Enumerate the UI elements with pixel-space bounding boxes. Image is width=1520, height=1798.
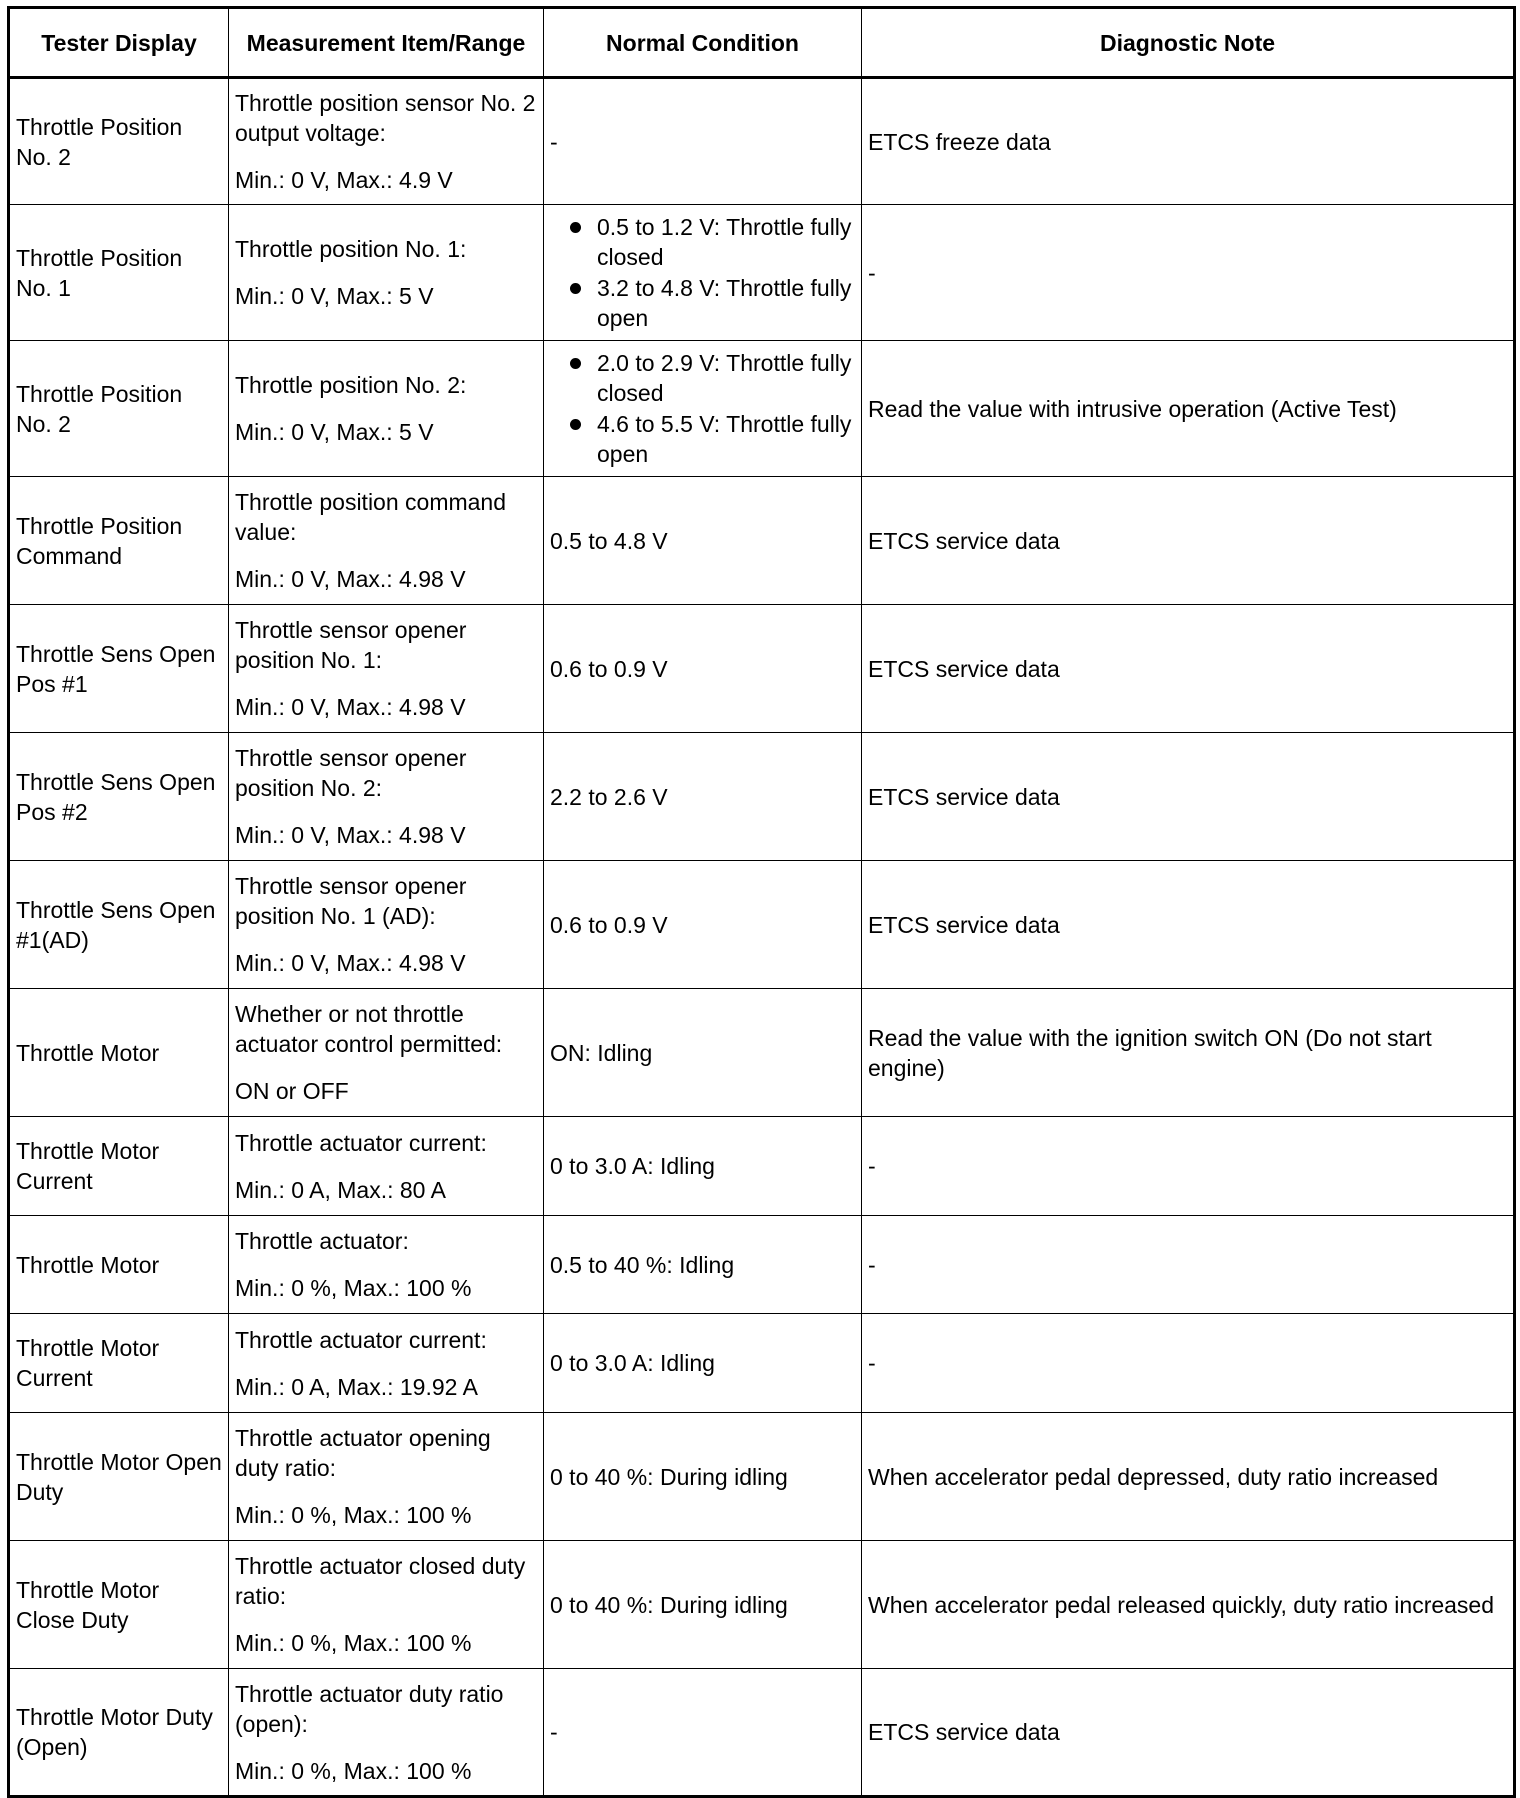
measurement-range: ON or OFF	[235, 1078, 349, 1104]
diagnostic-note-cell: When accelerator pedal released quickly, duty ratio increased	[862, 1541, 1515, 1669]
table-row	[9, 861, 1515, 989]
measurement-cell	[229, 861, 544, 989]
condition-list-item	[550, 348, 855, 408]
diagnostic-note-cell: Read the value with intrusive operation (Active Test)	[862, 341, 1515, 477]
normal-condition-cell: 0.5 to 40 %: Idling	[544, 1216, 862, 1314]
measurement-cell	[229, 1117, 544, 1216]
tester-display-cell: Throttle Motor Open Duty	[9, 1413, 229, 1541]
measurement-cell	[229, 341, 544, 477]
measurement-cell	[229, 733, 544, 861]
measurement-range: Min.: 0 %, Max.: 100 %	[235, 1502, 472, 1528]
measurement-range: Min.: 0 V, Max.: 5 V	[235, 283, 434, 309]
measurement-range: Min.: 0 V, Max.: 5 V	[235, 419, 434, 445]
condition-text: 3.2 to 4.8 V: Throttle fully open	[597, 275, 852, 331]
condition-list	[550, 348, 855, 469]
tester-display-cell: Throttle Motor	[9, 1216, 229, 1314]
measurement-cell	[229, 1541, 544, 1669]
normal-condition-cell: 0 to 3.0 A: Idling	[544, 1314, 862, 1413]
measurement-item: Throttle actuator current:	[235, 1129, 487, 1156]
table-row	[9, 341, 1515, 477]
tester-display-cell: Throttle Sens Open #1(AD)	[9, 861, 229, 989]
normal-condition-cell	[544, 341, 862, 477]
measurement-cell	[229, 1413, 544, 1541]
condition-list	[550, 212, 855, 333]
measurement-cell	[229, 205, 544, 341]
condition-list-item	[550, 273, 855, 333]
measurement-item: Throttle position No. 1:	[235, 236, 467, 262]
tester-display-cell: Throttle Position No. 2	[9, 78, 229, 205]
measurement-item: Throttle actuator:	[235, 1228, 409, 1254]
table-row	[9, 1216, 1515, 1314]
tester-display-cell: Throttle Motor	[9, 989, 229, 1117]
diagnostic-note-cell: -	[862, 1314, 1515, 1413]
measurement-cell	[229, 78, 544, 205]
diagnostic-note-cell: -	[862, 205, 1515, 341]
table-row	[9, 1117, 1515, 1216]
diagnostic-note-cell: ETCS service data	[862, 861, 1515, 989]
header-diagnostic-note: Diagnostic Note	[862, 8, 1515, 78]
normal-condition-cell: -	[544, 78, 862, 205]
table-row	[9, 1413, 1515, 1541]
measurement-range: Min.: 0 %, Max.: 100 %	[235, 1275, 472, 1301]
header-row	[9, 8, 1515, 78]
data-list-table	[7, 6, 1516, 1798]
normal-condition-cell	[544, 205, 862, 341]
measurement-item: Throttle actuator closed duty ratio:	[235, 1553, 526, 1609]
table-row	[9, 1541, 1515, 1669]
measurement-range: Min.: 0 %, Max.: 100 %	[235, 1757, 472, 1784]
diagnostic-note-cell: ETCS service data	[862, 1669, 1515, 1797]
measurement-cell	[229, 1669, 544, 1797]
condition-text: 2.0 to 2.9 V: Throttle fully closed	[597, 350, 852, 406]
tester-display-cell: Throttle Sens Open Pos #2	[9, 733, 229, 861]
condition-text: 4.6 to 5.5 V: Throttle fully open	[597, 411, 852, 467]
diagnostic-note-cell: ETCS service data	[862, 477, 1515, 605]
bullet-icon	[570, 358, 581, 369]
tester-display-cell: Throttle Motor Close Duty	[9, 1541, 229, 1669]
measurement-range: Min.: 0 V, Max.: 4.9 V	[235, 167, 453, 193]
bullet-icon	[570, 419, 581, 430]
condition-list-item	[550, 212, 855, 272]
measurement-range: Min.: 0 V, Max.: 4.98 V	[235, 950, 466, 976]
normal-condition-cell: 0.6 to 0.9 V	[544, 605, 862, 733]
condition-list-item	[550, 409, 855, 469]
measurement-item: Throttle actuator opening duty ratio:	[235, 1425, 491, 1481]
measurement-cell	[229, 989, 544, 1117]
table-row	[9, 477, 1515, 605]
diagnostic-note-cell: ETCS service data	[862, 605, 1515, 733]
measurement-item: Throttle position sensor No. 2 output voltage:	[235, 90, 536, 146]
normal-condition-cell: 0.5 to 4.8 V	[544, 477, 862, 605]
measurement-cell	[229, 1216, 544, 1314]
diagnostic-note-cell: Read the value with the ignition switch ON (Do not start engine)	[862, 989, 1515, 1117]
measurement-item: Throttle sensor opener position No. 2:	[235, 745, 467, 801]
measurement-cell	[229, 477, 544, 605]
measurement-cell	[229, 1314, 544, 1413]
measurement-range: Min.: 0 %, Max.: 100 %	[235, 1630, 472, 1656]
measurement-item: Whether or not throttle actuator control permitted:	[235, 1001, 503, 1057]
header-tester-display: Tester Display	[9, 8, 229, 78]
measurement-item: Throttle position command value:	[235, 489, 507, 545]
normal-condition-cell: 0.6 to 0.9 V	[544, 861, 862, 989]
measurement-range: Min.: 0 A, Max.: 80 A	[235, 1176, 446, 1203]
diagnostic-note-cell: When accelerator pedal depressed, duty ratio increased	[862, 1413, 1515, 1541]
measurement-item: Throttle position No. 2:	[235, 372, 467, 398]
measurement-item: Throttle actuator current:	[235, 1326, 487, 1353]
condition-text: 0.5 to 1.2 V: Throttle fully closed	[597, 214, 852, 270]
measurement-item: Throttle sensor opener position No. 1:	[235, 617, 467, 673]
normal-condition-cell: -	[544, 1669, 862, 1797]
header-measurement: Measurement Item/Range	[229, 8, 544, 78]
diagnostic-note-cell: ETCS service data	[862, 733, 1515, 861]
normal-condition-cell: 2.2 to 2.6 V	[544, 733, 862, 861]
header-normal-condition: Normal Condition	[544, 8, 862, 78]
bullet-icon	[570, 222, 581, 233]
table-row	[9, 1669, 1515, 1797]
table-row	[9, 605, 1515, 733]
measurement-range: Min.: 0 V, Max.: 4.98 V	[235, 822, 466, 848]
table-row	[9, 989, 1515, 1117]
tester-display-cell: Throttle Position No. 2	[9, 341, 229, 477]
normal-condition-cell: 0 to 3.0 A: Idling	[544, 1117, 862, 1216]
table-row	[9, 78, 1515, 205]
measurement-range: Min.: 0 V, Max.: 4.98 V	[235, 566, 466, 592]
diagnostic-note-cell: -	[862, 1117, 1515, 1216]
tester-display-cell: Throttle Motor Current	[9, 1117, 229, 1216]
table-row	[9, 733, 1515, 861]
tester-display-cell: Throttle Position Command	[9, 477, 229, 605]
measurement-item: Throttle actuator duty ratio (open):	[235, 1680, 504, 1737]
tester-display-cell: Throttle Motor Current	[9, 1314, 229, 1413]
measurement-range: Min.: 0 V, Max.: 4.98 V	[235, 694, 466, 720]
tester-display-cell: Throttle Position No. 1	[9, 205, 229, 341]
diagnostic-note-cell: -	[862, 1216, 1515, 1314]
measurement-item: Throttle sensor opener position No. 1 (AD):	[235, 873, 467, 929]
normal-condition-cell: ON: Idling	[544, 989, 862, 1117]
table-header	[9, 8, 1515, 78]
normal-condition-cell: 0 to 40 %: During idling	[544, 1541, 862, 1669]
table-body	[9, 78, 1515, 1797]
table-row	[9, 1314, 1515, 1413]
bullet-icon	[570, 283, 581, 294]
table-row	[9, 205, 1515, 341]
measurement-range: Min.: 0 A, Max.: 19.92 A	[235, 1373, 478, 1400]
normal-condition-cell: 0 to 40 %: During idling	[544, 1413, 862, 1541]
tester-display-cell: Throttle Motor Duty (Open)	[9, 1669, 229, 1797]
tester-display-cell: Throttle Sens Open Pos #1	[9, 605, 229, 733]
diagnostic-note-cell: ETCS freeze data	[862, 78, 1515, 205]
measurement-cell	[229, 605, 544, 733]
